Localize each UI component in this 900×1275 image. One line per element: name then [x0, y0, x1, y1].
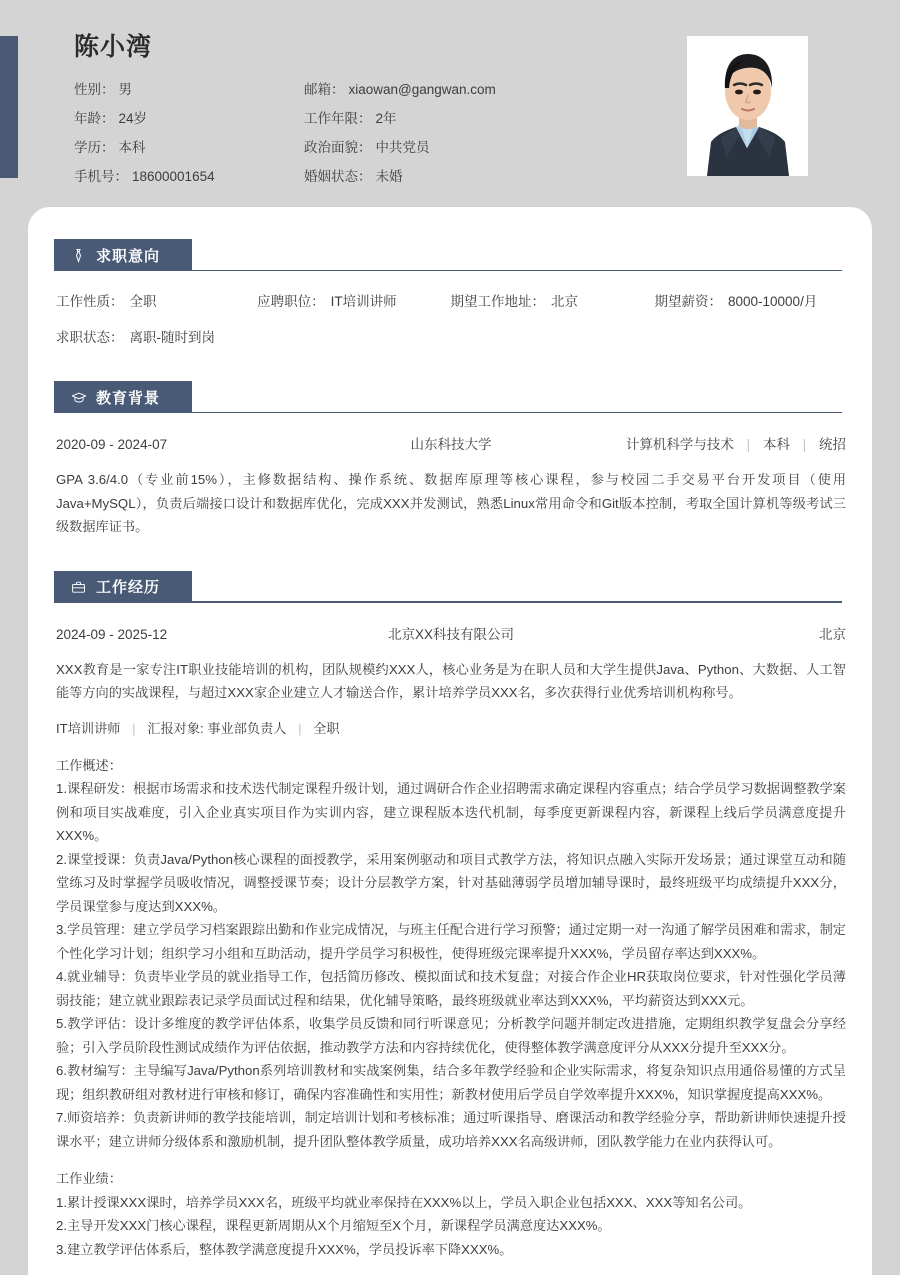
- field-value: 离职-随时到岗: [129, 330, 215, 345]
- section-header: [54, 571, 846, 603]
- work-tag-title: IT培训讲师: [56, 720, 121, 736]
- spacer: [56, 740, 846, 754]
- section-title: 教育背景: [96, 389, 161, 407]
- education-description: GPA 3.6/4.0（专业前15%），主修数据结构、操作系统、数据库原理等核心课程，参与校园二手交易平台开发项目（使用Java+MySQL），负责后端接口设计和数据库优化，完成XXX并发测试，熟悉Linux常用命令和Git版本控制，考取全国计算机等级考试三级数据库证书。: [56, 472, 846, 534]
- field-label: 期望工作地址：: [450, 294, 546, 309]
- job-intention-body: [54, 271, 846, 349]
- basic-info-education: [74, 138, 304, 158]
- work-tags: [56, 718, 846, 740]
- work-overview-item: 7.师资培养：负责新讲师的教学技能培训，制定培训计划和考核标准；通过听课指导、磨课活动和教学经验分享，帮助新讲师快速提升授课水平；建立讲师分级体系和激励机制，提升团队整体教学质量，成功培养XXX名高级讲师，团队教学能力在业内获得认可。: [56, 1110, 846, 1149]
- basic-info-phone: [74, 167, 304, 187]
- job-intention-status: [56, 327, 266, 349]
- field-label: 工作年限：: [304, 111, 372, 126]
- work-overview-item: 3.学员管理：建立学员学习档案跟踪出勤和作业完成情况，与班主任配合进行学习预警；通过定期一对一沟通了解学员困难和需求，制定个性化学习计划；组织学习小组和互助活动，提升学员学习积极性，使得班级完课率提升XXX%，学员留存率达到XXX%。: [56, 922, 846, 961]
- work-overview-item: 1.课程研发：根据市场需求和技术迭代制定课程升级计划，通过调研合作企业招聘需求确定课程内容重点；结合学员学习数据调整教学案例和项目实战难度，引入企业真实项目作为实训内容，建立课程版本迭代机制，每季度更新课程内容，新课程上线后学员满意度提升XXX%。: [56, 781, 846, 843]
- work-tag-type: 全职: [313, 720, 340, 736]
- person-name: 陈小湾: [74, 33, 153, 61]
- work-achievement-item: 2.主导开发XXX门核心课程，课程更新周期从X个月缩短至X个月，新课程学员满意度达XXX%。: [56, 1218, 611, 1233]
- education-date: 2020-09 - 2024-07: [56, 437, 168, 452]
- section-job-intention: [28, 239, 872, 349]
- education-school: 山东科技大学: [410, 437, 492, 452]
- separator: |: [132, 720, 136, 736]
- work-experience-body: [54, 603, 846, 1262]
- field-value: 本科: [118, 140, 146, 155]
- field-value: IT培训讲师: [330, 294, 397, 309]
- field-label: 邮箱：: [304, 82, 345, 97]
- field-value: 18600001654: [132, 169, 215, 184]
- field-label: 手机号：: [74, 169, 128, 184]
- basic-info-political: [304, 138, 644, 158]
- tie-icon: [70, 247, 87, 264]
- basic-info-gender: [74, 80, 304, 100]
- separator: |: [298, 720, 302, 736]
- field-label: 性别：: [74, 82, 115, 97]
- section-education: [28, 381, 872, 539]
- field-label: 年龄：: [74, 111, 115, 126]
- section-title: 求职意向: [96, 247, 161, 265]
- work-achievement-item: 1.累计授课XXX课时，培养学员XXX名，班级平均就业率保持在XXX%以上，学员入职企业包括XXX、XXX等知名公司。: [56, 1194, 752, 1210]
- field-value: 8000-10000/月: [728, 294, 818, 309]
- education-body: [54, 413, 846, 539]
- resume-card: [28, 207, 872, 1275]
- work-achievements-title: 工作业绩：: [56, 1171, 122, 1186]
- job-intention-nature: [56, 291, 257, 313]
- field-value: 中共党员: [375, 140, 430, 155]
- work-overview-title: 工作概述：: [56, 757, 122, 773]
- work-overview-item: 2.课堂授课：负责Java/Python核心课程的面授教学，采用案例驱动和项目式教学方法，将知识点融入实际开发场景；通过课堂互动和随堂练习及时掌握学员吸收情况，调整授课节奏；设计分层教学方案，针对基础薄弱学员增加辅导课时，最终班级平均成绩提升XXX分，学员课堂参与度达到XXX%。: [56, 851, 846, 914]
- field-label: 期望薪资：: [654, 294, 722, 309]
- field-label: 政治面貌：: [304, 140, 372, 155]
- section-badge-job-intention: [54, 239, 192, 271]
- field-value: 全职: [129, 294, 157, 309]
- field-label: 婚姻状态：: [304, 169, 372, 184]
- portrait-photo-icon: [687, 36, 808, 176]
- field-label: 应聘职位：: [257, 294, 325, 309]
- work-company-description: XXX教育是一家专注IT职业技能培训的机构，团队规模约XXX人，核心业务是为在职人员和大学生提供Java、Python、大数据、人工智能等方向的实战课程，与超过XXX家企业建立人才输送合作，累计培养学员XXX名，多次获得行业优秀培训机构称号。: [56, 661, 846, 700]
- basic-info-work-years: [304, 109, 644, 129]
- education-entry-header: [56, 413, 846, 455]
- field-value: 未婚: [375, 169, 403, 184]
- job-intention-location: [451, 291, 655, 313]
- spacer: [56, 1153, 846, 1167]
- field-value: 24岁: [118, 111, 148, 126]
- work-overview-item: 5.教学评估：设计多维度的教学评估体系，收集学员反馈和同行听课意见；分析教学问题并制定改进措施，定期组织教学复盘会分享经验；引入学员阶段性测试成绩作为评估依据，推动教学方法和内容持续优化，使得整体教学满意度评分从XXX分提升至XXX分。: [56, 1016, 846, 1055]
- section-badge-work-experience: [54, 571, 192, 603]
- basic-info-email: [304, 80, 644, 100]
- basic-info-marital: [304, 167, 644, 187]
- work-overview-item: 4.就业辅导：负责毕业学员的就业指导工作，包括简历修改、模拟面试和技术复盘；对接合作企业HR获取岗位要求，针对性强化学员薄弱技能；建立就业跟踪表记录学员面试过程和结果，优化辅导策略，最终班级就业率达到XXX%，平均薪资达到XXX元。: [56, 969, 846, 1008]
- job-intention-row-1: [56, 291, 846, 313]
- section-work-experience: [28, 571, 872, 1262]
- field-value: 2年: [375, 111, 397, 126]
- field-value: 北京: [551, 294, 579, 309]
- work-company: 北京XX科技有限公司: [387, 626, 514, 642]
- basic-info-age: [74, 109, 304, 129]
- field-label: 求职状态：: [56, 330, 124, 345]
- field-value: xiaowan@gangwan.com: [348, 82, 496, 97]
- job-intention-position: [257, 291, 450, 313]
- field-label: 工作性质：: [56, 294, 124, 309]
- separator: |: [746, 437, 751, 452]
- education-degree: 本科: [762, 437, 790, 452]
- field-label: 学历：: [74, 140, 115, 155]
- briefcase-icon: [70, 578, 87, 595]
- education-admission: 统招: [819, 437, 846, 452]
- work-location: 北京: [819, 626, 846, 642]
- job-intention-row-2: [56, 327, 846, 349]
- section-header: [54, 381, 846, 413]
- work-achievement-item: 3.建立教学评估体系后，整体教学满意度提升XXX%，学员投诉率下降XXX%。: [56, 1241, 513, 1257]
- section-title: 工作经历: [96, 579, 161, 596]
- avatar: [687, 36, 808, 176]
- education-meta: [546, 435, 846, 455]
- job-intention-salary: [655, 291, 847, 313]
- graduation-cap-icon: [70, 389, 87, 406]
- header-accent-bar: [0, 36, 18, 178]
- work-date: 2024-09 - 2025-12: [56, 626, 168, 642]
- education-major: 计算机科学与技术: [625, 437, 734, 452]
- separator: |: [802, 437, 807, 452]
- section-badge-education: [54, 381, 192, 413]
- section-header: [54, 239, 846, 271]
- work-entry-header: [56, 603, 846, 645]
- work-overview-item: 6.教材编写：主导编写Java/Python系列培训教材和实战案例集，结合多年教学经验和企业实际需求，将复杂知识点用通俗易懂的方式呈现；组织教研组对教材进行审核和修订，确保内容准确性和实用性；新教材使用后学员自学效率提升XXX%，知识掌握度提高XXX%。: [56, 1063, 846, 1102]
- work-tag-report-to: 汇报对象: 事业部负责人: [147, 720, 287, 736]
- field-value: 男: [118, 82, 132, 97]
- resume-header: [0, 0, 900, 207]
